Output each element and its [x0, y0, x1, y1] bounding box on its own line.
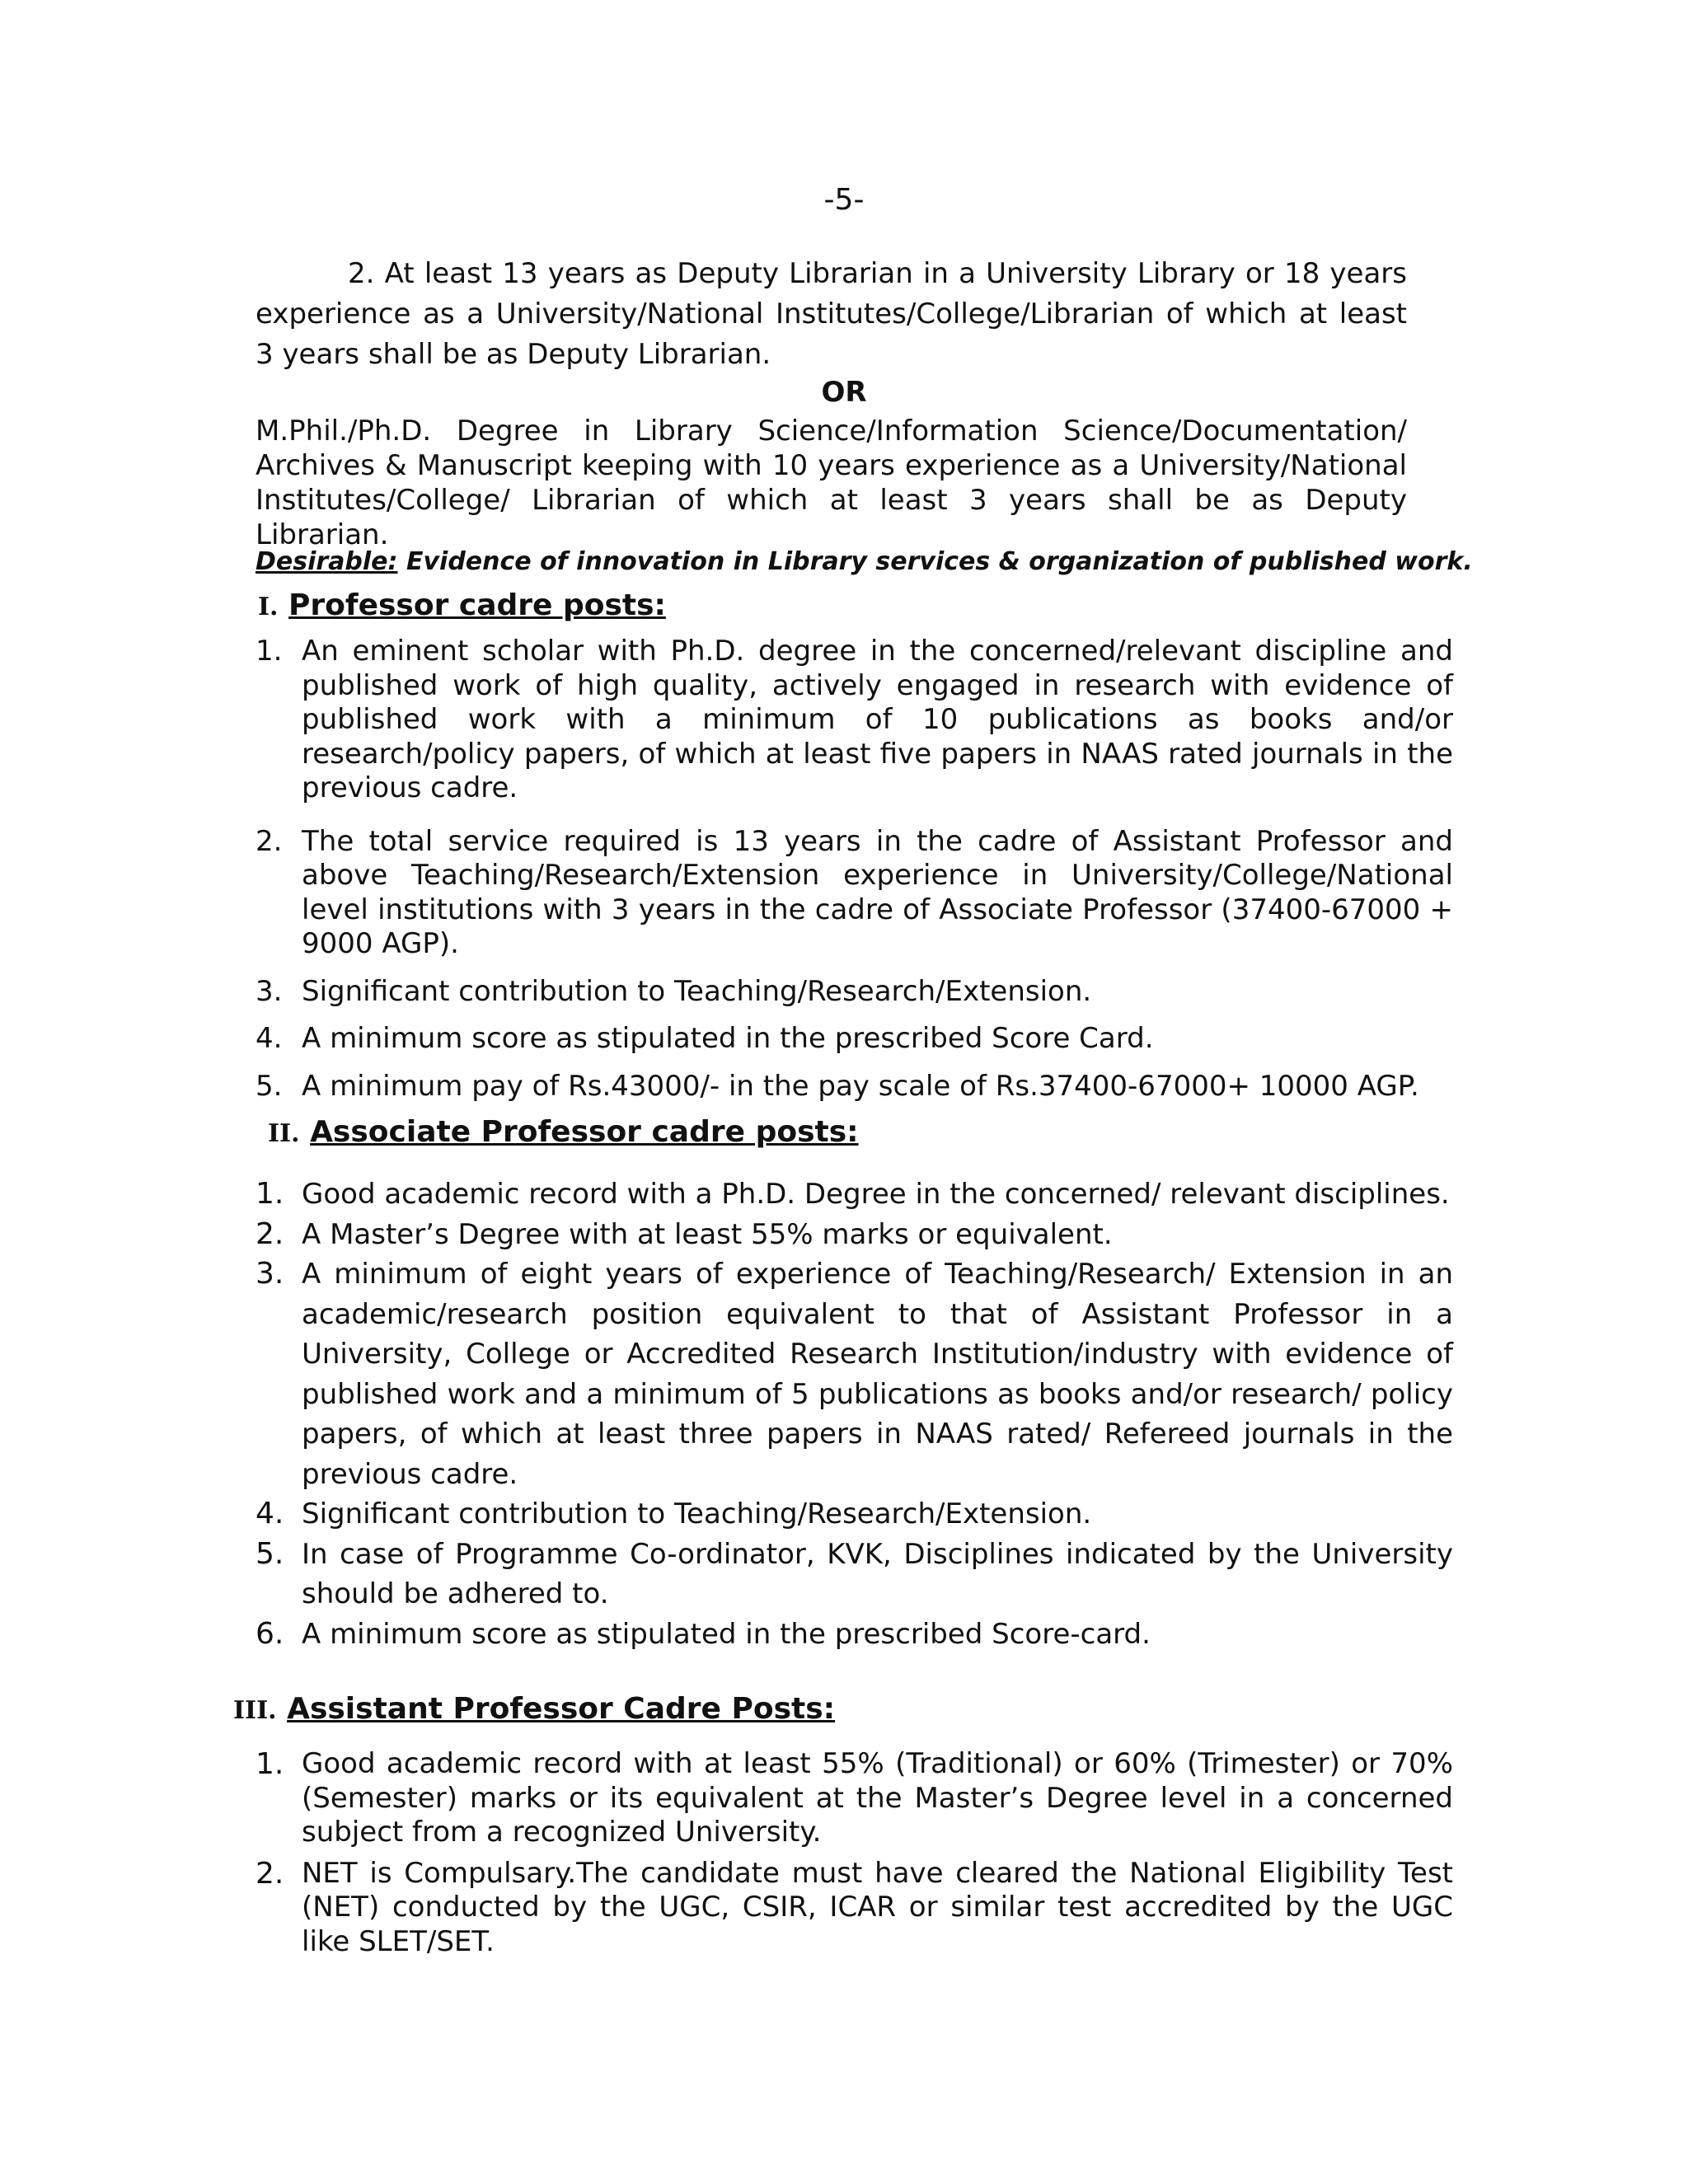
item-number: 4.: [256, 1497, 284, 1530]
item-number: 1.: [256, 635, 283, 668]
list-item: [256, 1857, 1453, 1960]
associate-professor-criteria-list: [256, 1174, 1453, 1654]
item-text: Significant contribution to Teaching/Research/Extension.: [302, 974, 1092, 1008]
section-number: II.: [268, 1119, 300, 1148]
item-text: The total service required is 13 years in the cadre of Assistant Professor and above Teaching/Research/Extension experience in University/College/National level institutions with 3 years in the cadre of Associate Professor (37400-67000 + 9000 AGP).: [302, 824, 1453, 960]
list-item: [256, 825, 1453, 962]
section-number: I.: [258, 593, 279, 621]
item-text: An eminent scholar with Ph.D. degree in the concerned/relevant discipline and published work of high quality, actively engaged in research with evidence of published work with a minimum of 10 publications as books and/or research/policy papers, of which at least five papers in NAAS rated journals in the previous cadre.: [302, 635, 1453, 804]
item-number: 2.: [256, 1856, 284, 1891]
item-number: 1.: [256, 1177, 284, 1211]
item-text: A minimum score as stipulated in the prescribed Score-card.: [302, 1617, 1151, 1651]
item-text: A minimum score as stipulated in the prescribed Score Card.: [302, 1022, 1154, 1055]
list-item: [256, 1070, 1453, 1104]
section-heading-professor: [258, 588, 666, 622]
item-number: 3.: [256, 974, 283, 1008]
item-text: A Master’s Degree with at least 55% marks or equivalent.: [302, 1217, 1113, 1251]
item-text: Significant contribution to Teaching/Research/Extension.: [302, 1497, 1092, 1530]
list-item: [256, 1535, 1453, 1615]
item-number: 1.: [256, 1747, 284, 1781]
item-text: A minimum pay of Rs.43000/- in the pay scale of Rs.37400-67000+ 10000 AGP.: [302, 1069, 1419, 1103]
item-number: 6.: [256, 1616, 284, 1651]
desirable-note: [256, 547, 1473, 576]
item-text: In case of Programme Co-ordinator, KVK, Disciplines indicated by the University should be adhered to.: [302, 1537, 1453, 1610]
item-text: Good academic record with at least 55% (Traditional) or 60% (Trimester) or 70% (Semester) marks or its equivalent at the Master’s Degree level in a concerned subject from a recognized University.: [302, 1747, 1453, 1849]
list-item: [256, 1215, 1453, 1255]
item-text: NET is Compulsary.The candidate must have cleared the National Eligibility Test (NET) conducted by the UGC, CSIR, ICAR or similar test accredited by the UGC like SLET/SET.: [302, 1856, 1453, 1958]
item-text: A minimum of eight years of experience of Teaching/Research/ Extension in an academic/research position equivalent to that of Assistant Professor in a University, College or Accredited Research Institution/industry with evidence of published work and a minimum of 5 publications as books and/or research/ policy papers, of which at least three papers in NAAS rated/ Refereed journals in the previous cadre.: [302, 1258, 1453, 1491]
list-item: [256, 1494, 1453, 1535]
section-heading-assistant-professor: [233, 1692, 835, 1726]
page-number: -5-: [823, 183, 865, 217]
list-item: [256, 1174, 1453, 1215]
item-number: 2.: [256, 824, 283, 858]
list-item: [256, 1615, 1453, 1655]
item-number: 2.: [256, 1216, 284, 1251]
section-number: III.: [233, 1696, 277, 1725]
intro-paragraph-1: 2. At least 13 years as Deputy Librarian in a University Library or 18 years experience as a University/National Institutes/College/Librarian of which at least 3 years shall be as Deputy Librarian.: [256, 257, 1407, 371]
list-item: [256, 635, 1453, 806]
item-number: 3.: [256, 1257, 284, 1291]
list-item: [256, 1022, 1453, 1057]
list-item: [256, 1254, 1453, 1494]
section-title: Associate Professor cadre posts:: [310, 1115, 859, 1149]
list-item: [256, 975, 1453, 1010]
section-title: Assistant Professor Cadre Posts:: [287, 1692, 836, 1726]
desirable-text: Evidence of innovation in Library services & organization of published work.: [406, 547, 1473, 576]
section-heading-associate-professor: [268, 1115, 859, 1149]
item-number: 5.: [256, 1536, 284, 1571]
section-title: Professor cadre posts:: [288, 588, 666, 622]
assistant-professor-criteria-list: [256, 1747, 1453, 1959]
item-number: 5.: [256, 1069, 283, 1103]
item-number: 4.: [256, 1022, 283, 1055]
or-separator: OR: [821, 376, 867, 409]
professor-criteria-list: [256, 635, 1453, 1104]
list-item: [256, 1747, 1453, 1850]
desirable-label: Desirable:: [256, 547, 398, 576]
intro-paragraph-2: M.Phil./Ph.D. Degree in Library Science/Information Science/Documentation/ Archives & Manuscript keeping with 10 years experience as a University/National Institutes/College/ Librarian of which at least 3 years shall be as Deputy Librarian.: [256, 415, 1407, 551]
item-text: Good academic record with a Ph.D. Degree in the concerned/ relevant disciplines.: [302, 1178, 1450, 1211]
